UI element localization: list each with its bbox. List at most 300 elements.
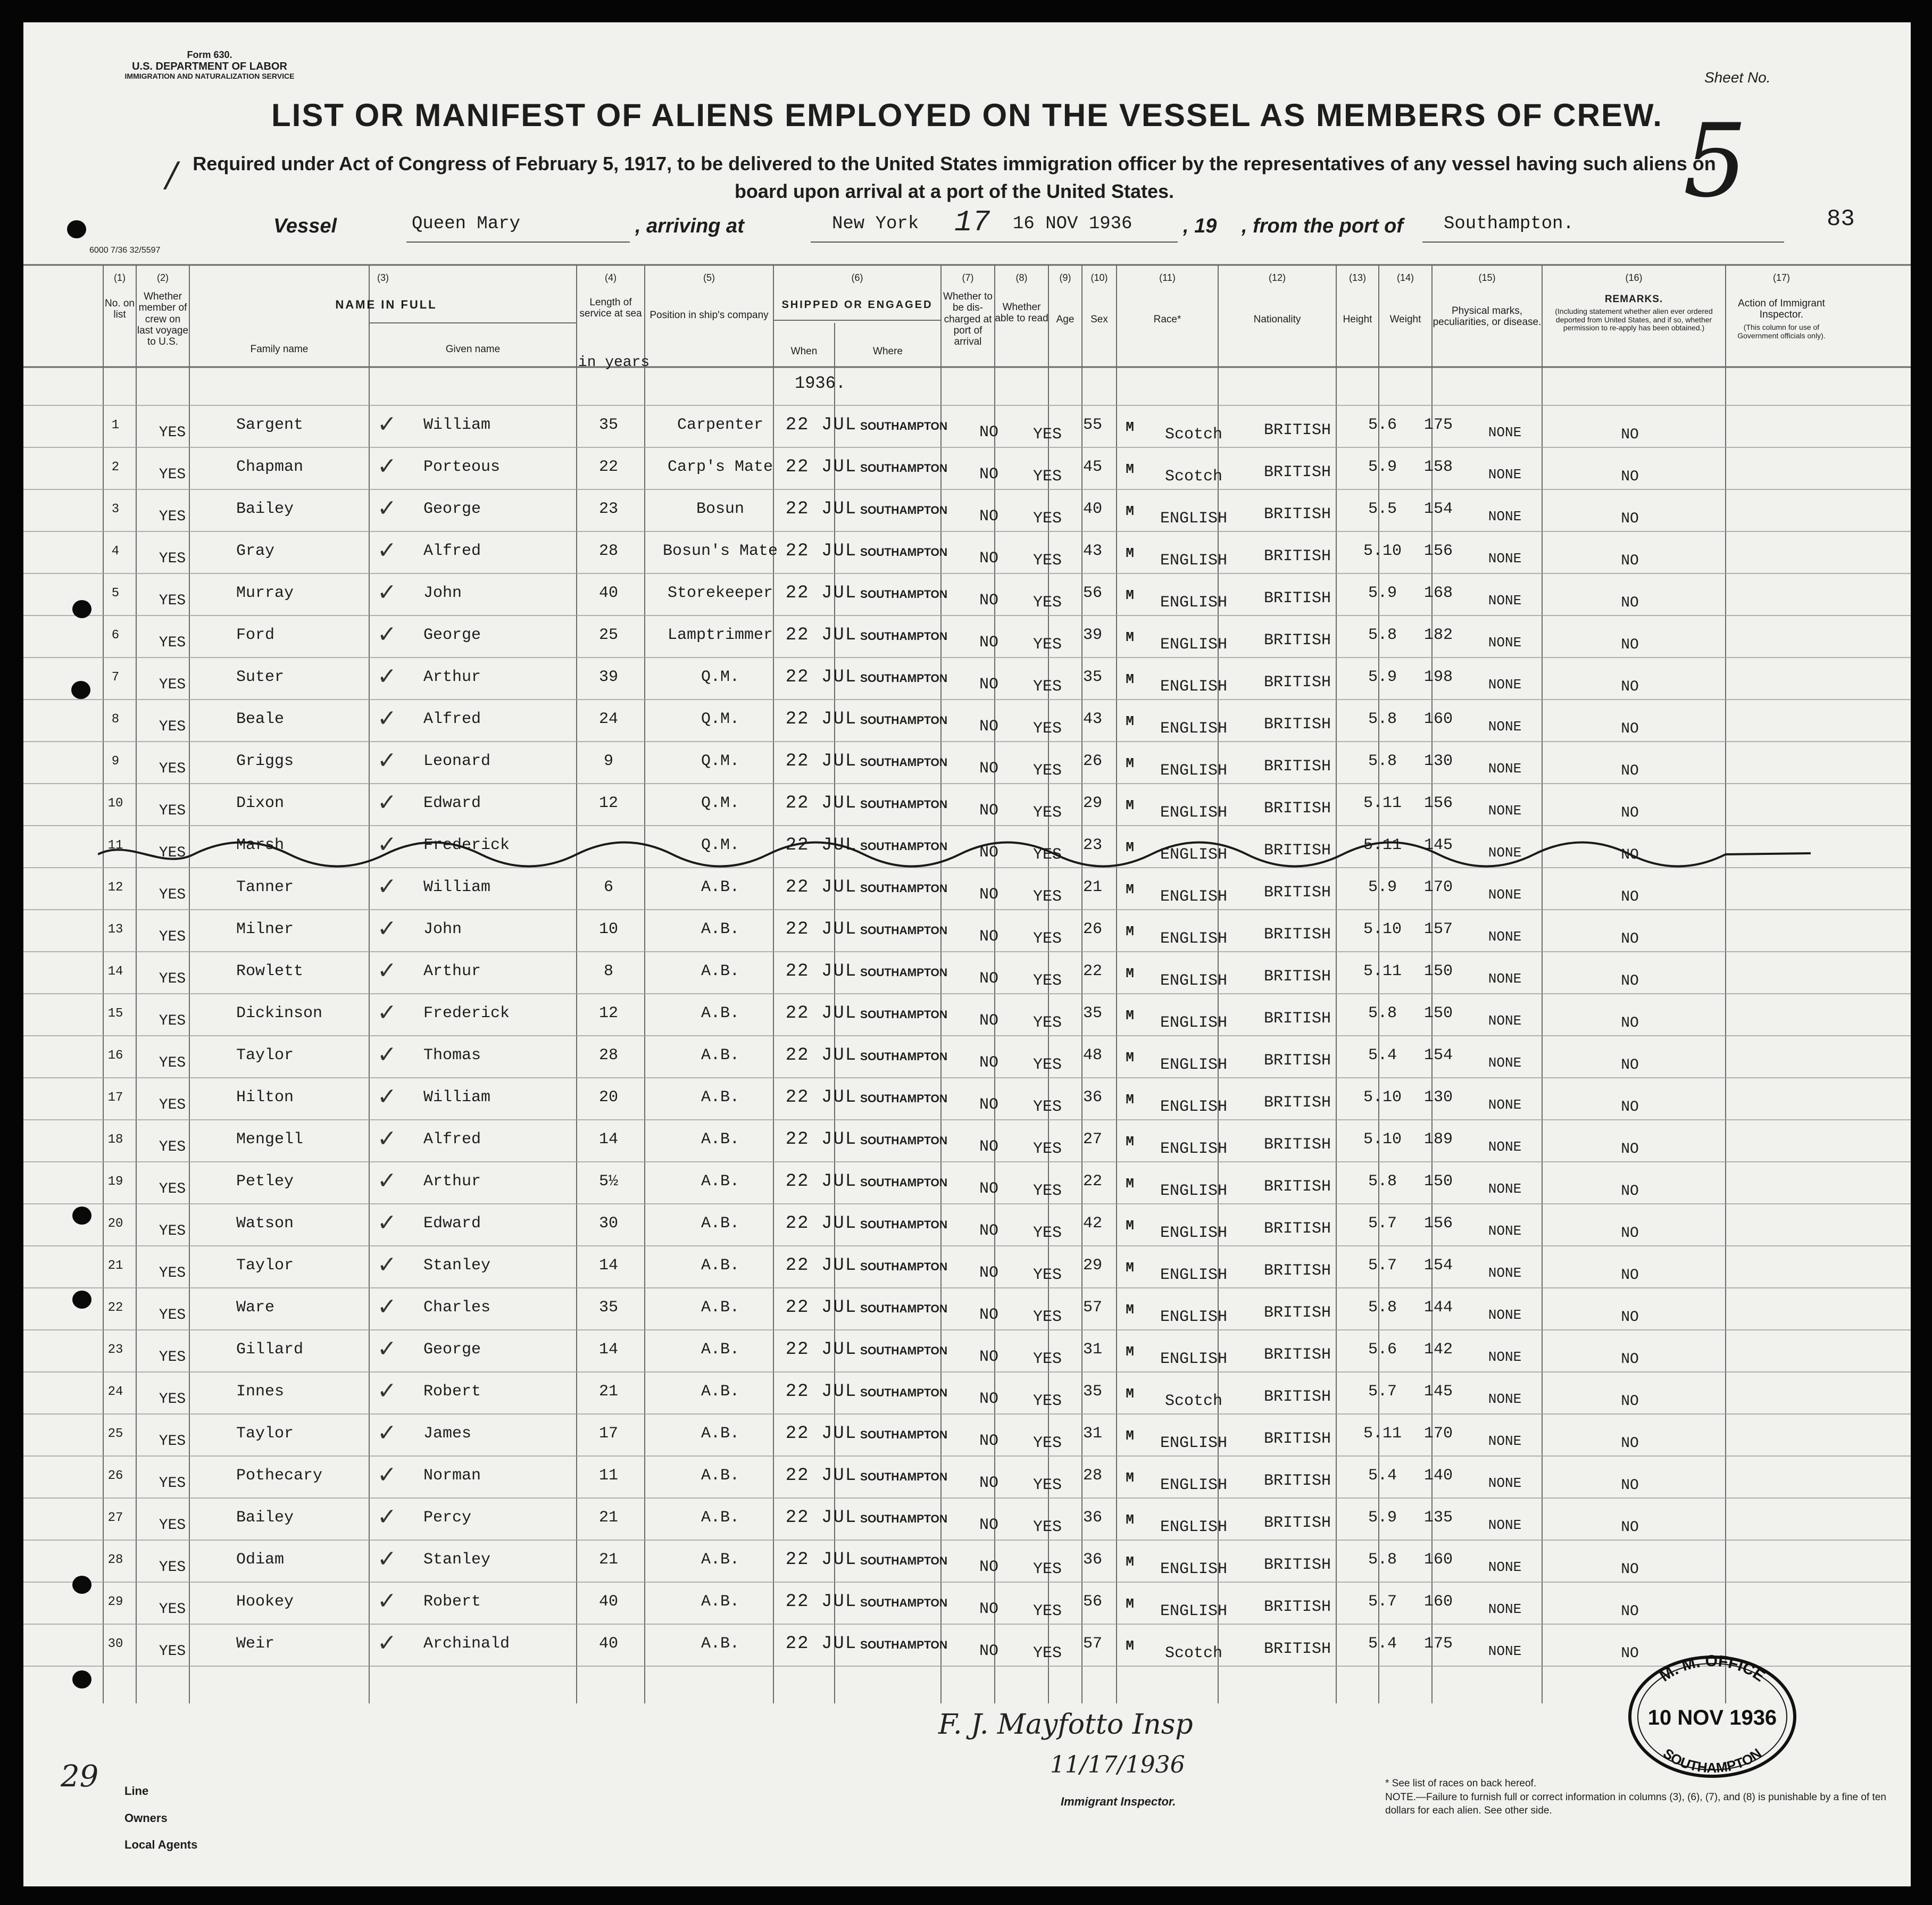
cell-weight: 156 — [1423, 794, 1453, 812]
cell-given-name: Arthur — [423, 1172, 481, 1191]
cell-shipped-when: 22 JUL — [785, 583, 857, 603]
cell-weight: 144 — [1423, 1299, 1453, 1317]
cell-sex: M — [1126, 1386, 1134, 1402]
cell-position: A.B. — [701, 1088, 739, 1107]
cell-row-number: 29 — [107, 1595, 123, 1609]
cell-weight: 175 — [1423, 1635, 1453, 1653]
col-header-remarks: REMARKS. — [1604, 294, 1663, 305]
cell-weight: 154 — [1423, 500, 1453, 518]
col-header-discharged: Whether to be dis-charged at port of arrival — [943, 291, 993, 348]
table-row — [23, 405, 1911, 447]
cell-service-length: 8 — [603, 962, 613, 980]
cell-able-to-read: YES — [1032, 594, 1062, 612]
cell-crew-last-voyage: YES — [159, 551, 186, 567]
cell-weight: 154 — [1423, 1046, 1453, 1064]
cell-crew-last-voyage: YES — [159, 845, 186, 861]
cell-discharged: NO — [979, 1600, 998, 1618]
cell-age: 43 — [1082, 710, 1102, 728]
cell-height: 5.10 — [1363, 542, 1402, 560]
col-header-name: NAME IN FULL — [335, 298, 437, 311]
cell-shipped-where: SOUTHAMPTON — [860, 672, 948, 685]
cell-race: ENGLISH — [1160, 930, 1228, 948]
cell-shipped-where: SOUTHAMPTON — [860, 1429, 948, 1441]
cell-remarks: NO — [1621, 427, 1639, 443]
cell-position: Q.M. — [701, 668, 739, 686]
inspector-label: Immigrant Inspector. — [1061, 1795, 1176, 1808]
cell-given-name: Archinald — [423, 1635, 510, 1653]
cell-family-name: Odiam — [236, 1551, 285, 1569]
cell-race: Scotch — [1164, 1644, 1223, 1662]
cell-service-length: 17 — [598, 1425, 618, 1443]
cell-age: 35 — [1082, 1004, 1102, 1022]
col-header-weight: Weight — [1389, 314, 1421, 325]
cell-discharged: NO — [979, 802, 998, 820]
cell-weight: 140 — [1423, 1467, 1453, 1485]
cell-age: 26 — [1082, 752, 1102, 770]
table-row — [23, 573, 1911, 615]
cell-shipped-when: 22 JUL — [785, 1129, 857, 1150]
cell-shipped-where: SOUTHAMPTON — [860, 925, 948, 937]
cell-position: A.B. — [701, 1467, 739, 1485]
cell-race: ENGLISH — [1160, 1308, 1228, 1326]
cell-crew-last-voyage: YES — [159, 887, 186, 903]
cell-discharged: NO — [979, 592, 998, 610]
cell-remarks: NO — [1621, 469, 1639, 485]
cell-row-number: 7 — [111, 670, 120, 685]
cell-discharged: NO — [979, 1390, 998, 1408]
cell-discharged: NO — [979, 1432, 998, 1450]
office-stamp — [1625, 1650, 1800, 1778]
cell-able-to-read: YES — [1032, 1056, 1062, 1074]
shipped-year: 1936. — [795, 373, 846, 393]
cell-remarks: NO — [1621, 805, 1639, 821]
cell-service-length: 21 — [598, 1551, 618, 1569]
cell-crew-last-voyage: YES — [159, 929, 186, 945]
stamp-office: M. M. OFFICE — [1656, 1652, 1769, 1685]
cell-given-name: John — [423, 584, 462, 602]
penalty-note: NOTE.—Failure to furnish full or correct information in columns (3), (6), (7), and (8) is punishable by a fine of ten dollars for each alien. See other side. — [1385, 1791, 1886, 1817]
cell-height: 5.7 — [1368, 1257, 1397, 1275]
cell-discharged: NO — [979, 1096, 998, 1114]
cell-remarks: NO — [1621, 931, 1639, 947]
cell-height: 5.5 — [1368, 500, 1397, 518]
cell-given-name: Alfred — [423, 542, 481, 560]
cell-family-name: Weir — [236, 1635, 275, 1653]
cell-height: 5.9 — [1368, 878, 1397, 896]
cell-remarks: NO — [1621, 1477, 1639, 1494]
cell-family-name: Dickinson — [236, 1004, 323, 1022]
cell-age: 31 — [1082, 1425, 1102, 1443]
cell-position: Lamptrimmer — [667, 626, 773, 644]
cell-able-to-read: YES — [1032, 1560, 1062, 1578]
col-header-length: Length of service at sea — [579, 297, 642, 320]
column-number: (7) — [962, 272, 974, 283]
cell-physical-marks: NONE — [1488, 1097, 1522, 1113]
column-number: (9) — [1059, 272, 1071, 283]
check-mark-icon: ✓ — [377, 1209, 397, 1236]
cell-discharged: NO — [979, 1306, 998, 1324]
cell-row-number: 23 — [107, 1343, 123, 1357]
cell-crew-last-voyage: YES — [159, 971, 186, 987]
cell-age: 23 — [1082, 836, 1102, 854]
cell-race: ENGLISH — [1160, 762, 1228, 780]
cell-row-number: 16 — [107, 1049, 123, 1063]
cell-family-name: Griggs — [236, 752, 294, 770]
cell-weight: 156 — [1423, 542, 1453, 560]
cell-weight: 158 — [1423, 458, 1453, 476]
cell-able-to-read: YES — [1032, 720, 1062, 738]
cell-crew-last-voyage: YES — [159, 1265, 186, 1282]
cell-given-name: James — [423, 1425, 472, 1443]
check-mark-icon: ✓ — [377, 663, 397, 690]
cell-height: 5.9 — [1368, 668, 1397, 686]
cell-given-name: Frederick — [423, 1004, 510, 1022]
cell-nationality: BRITISH — [1263, 505, 1331, 523]
cell-shipped-when: 22 JUL — [785, 1297, 857, 1318]
cell-race: ENGLISH — [1160, 678, 1228, 696]
owners-label: Owners — [124, 1811, 168, 1825]
col-header-read: Whether able to read — [995, 302, 1048, 325]
cell-race: ENGLISH — [1160, 1140, 1228, 1158]
cell-family-name: Suter — [236, 668, 285, 686]
check-mark-icon: ✓ — [377, 1545, 397, 1573]
check-mark-icon: ✓ — [377, 915, 397, 942]
cell-shipped-when: 22 JUL — [785, 919, 857, 939]
cell-position: Bosun — [696, 500, 744, 518]
cell-given-name: George — [423, 500, 481, 518]
cell-race: ENGLISH — [1160, 1056, 1228, 1074]
cell-weight: 170 — [1423, 1425, 1453, 1443]
cell-shipped-when: 22 JUL — [785, 415, 857, 435]
cell-sex: M — [1126, 1554, 1134, 1570]
cell-service-length: 12 — [598, 794, 618, 812]
cell-race: ENGLISH — [1160, 1560, 1228, 1578]
cell-height: 5.8 — [1368, 1551, 1397, 1569]
check-mark-icon: ✓ — [377, 1125, 397, 1152]
cell-remarks: NO — [1621, 1183, 1639, 1200]
cell-shipped-where: SOUTHAMPTON — [860, 841, 948, 853]
form-number: Form 630. — [187, 49, 232, 60]
cell-weight: 150 — [1423, 962, 1453, 980]
cell-shipped-when: 22 JUL — [785, 1634, 857, 1654]
column-number: (15) — [1478, 272, 1496, 283]
column-number: (6) — [851, 272, 863, 283]
cell-race: ENGLISH — [1160, 1098, 1228, 1116]
cell-service-length: 14 — [598, 1341, 618, 1359]
cell-physical-marks: NONE — [1488, 1601, 1522, 1617]
from-port-label: , from the port of — [1242, 215, 1403, 237]
cell-row-number: 5 — [111, 586, 120, 601]
table-row — [23, 742, 1911, 783]
cell-height: 5.4 — [1368, 1635, 1397, 1653]
cell-height: 5.10 — [1363, 1088, 1402, 1107]
cell-nationality: BRITISH — [1263, 1178, 1331, 1196]
cell-row-number: 9 — [111, 754, 120, 769]
cell-service-length: 35 — [598, 416, 618, 434]
cell-remarks: NO — [1621, 1645, 1639, 1662]
table-row — [23, 868, 1911, 909]
cell-family-name: Taylor — [236, 1257, 294, 1275]
cell-crew-last-voyage: YES — [159, 1055, 186, 1071]
table-row — [23, 700, 1911, 741]
cell-able-to-read: YES — [1032, 762, 1062, 780]
cell-given-name: Leonard — [423, 752, 491, 770]
cell-shipped-when: 22 JUL — [785, 1466, 857, 1486]
cell-service-length: 24 — [598, 710, 618, 728]
cell-crew-last-voyage: YES — [159, 677, 186, 693]
cell-discharged: NO — [979, 1012, 998, 1030]
cell-shipped-where: SOUTHAMPTON — [860, 1177, 948, 1189]
cell-row-number: 3 — [111, 502, 120, 517]
column-number: (3) — [377, 272, 389, 283]
cell-race: Scotch — [1164, 468, 1223, 486]
cell-race: ENGLISH — [1160, 1350, 1228, 1368]
cell-row-number: 22 — [107, 1301, 123, 1315]
cell-shipped-where: SOUTHAMPTON — [860, 1051, 948, 1063]
cell-physical-marks: NONE — [1488, 1265, 1522, 1281]
cell-given-name: Percy — [423, 1509, 472, 1527]
col-header-action: Action of Immigrant Inspector. — [1738, 298, 1825, 321]
cell-weight: 175 — [1423, 416, 1453, 434]
footer-labels — [124, 1778, 197, 1859]
cell-nationality: BRITISH — [1263, 421, 1331, 439]
check-mark-icon: ✓ — [377, 705, 397, 732]
cell-nationality: BRITISH — [1263, 1388, 1331, 1406]
cell-given-name: Robert — [423, 1383, 481, 1401]
table-row — [23, 994, 1911, 1035]
table-row — [23, 447, 1911, 489]
cell-crew-last-voyage: YES — [159, 509, 186, 525]
check-mark-icon: ✓ — [377, 1251, 397, 1278]
table-row — [23, 1498, 1911, 1540]
cell-discharged: NO — [979, 465, 998, 484]
cell-given-name: Stanley — [423, 1551, 491, 1569]
cell-physical-marks: NONE — [1488, 1013, 1522, 1029]
cell-race: Scotch — [1164, 1392, 1223, 1410]
cell-shipped-when: 22 JUL — [785, 625, 857, 645]
cell-able-to-read: YES — [1032, 1392, 1062, 1410]
cell-physical-marks: NONE — [1488, 509, 1522, 525]
cell-remarks: NO — [1621, 1435, 1639, 1452]
cell-race: Scotch — [1164, 426, 1223, 444]
cell-position: A.B. — [701, 920, 739, 938]
cell-able-to-read: YES — [1032, 1476, 1062, 1494]
cell-weight: 145 — [1423, 1383, 1453, 1401]
cell-weight: 154 — [1423, 1257, 1453, 1275]
cell-family-name: Petley — [236, 1172, 294, 1191]
table-row — [23, 1120, 1911, 1161]
cell-crew-last-voyage: YES — [159, 1181, 186, 1197]
cell-service-length: 28 — [598, 1046, 618, 1064]
cell-weight: 142 — [1423, 1341, 1453, 1359]
cell-crew-last-voyage: YES — [159, 1223, 186, 1240]
cell-shipped-where: SOUTHAMPTON — [860, 504, 948, 517]
cell-shipped-when: 22 JUL — [785, 1045, 857, 1066]
cell-sex: M — [1126, 629, 1134, 645]
cell-remarks: NO — [1621, 1015, 1639, 1031]
cell-sex: M — [1126, 503, 1134, 519]
cell-position: A.B. — [701, 1425, 739, 1443]
cell-shipped-when: 22 JUL — [785, 1382, 857, 1402]
cell-given-name: George — [423, 626, 481, 644]
cell-able-to-read: YES — [1032, 1518, 1062, 1536]
cell-service-length: 40 — [598, 1593, 618, 1611]
cell-physical-marks: NONE — [1488, 1307, 1522, 1323]
cell-able-to-read: YES — [1032, 678, 1062, 696]
cell-nationality: BRITISH — [1263, 1052, 1331, 1070]
cell-service-length: 22 — [598, 458, 618, 476]
cell-physical-marks: NONE — [1488, 1223, 1522, 1239]
cell-race: ENGLISH — [1160, 1224, 1228, 1242]
cell-nationality: BRITISH — [1263, 547, 1331, 565]
cell-family-name: Mengell — [236, 1130, 304, 1149]
cell-sex: M — [1126, 881, 1134, 897]
cell-age: 27 — [1082, 1130, 1102, 1149]
cell-weight: 156 — [1423, 1214, 1453, 1233]
cell-remarks: NO — [1621, 1351, 1639, 1368]
cell-position: A.B. — [701, 1004, 739, 1022]
cell-nationality: BRITISH — [1263, 673, 1331, 692]
cell-sex: M — [1126, 1050, 1134, 1066]
table-row — [23, 1246, 1911, 1287]
cell-height: 5.8 — [1368, 1004, 1397, 1022]
cell-given-name: William — [423, 416, 491, 434]
cell-shipped-when: 22 JUL — [785, 1087, 857, 1108]
cell-age: 48 — [1082, 1046, 1102, 1064]
cell-shipped-when: 22 JUL — [785, 1171, 857, 1192]
cell-physical-marks: NONE — [1488, 1391, 1522, 1407]
col-header-race: Race* — [1153, 314, 1181, 325]
cell-service-length: 14 — [598, 1257, 618, 1275]
vessel-label: Vessel — [273, 215, 337, 237]
cell-shipped-when: 22 JUL — [785, 1550, 857, 1570]
column-number: (1) — [114, 272, 126, 283]
cell-discharged: NO — [979, 886, 998, 904]
col-header-position: Position in ship's company — [649, 310, 769, 321]
cell-discharged: NO — [979, 508, 998, 526]
table-row — [23, 1372, 1911, 1413]
cell-height: 5.11 — [1363, 962, 1402, 980]
check-mark-icon: ✓ — [377, 1419, 397, 1446]
cell-discharged: NO — [979, 928, 998, 946]
check-mark-icon: ✓ — [377, 1461, 397, 1488]
cell-shipped-when: 22 JUL — [785, 1592, 857, 1612]
cell-family-name: Dixon — [236, 794, 285, 812]
cell-remarks: NO — [1621, 973, 1639, 989]
cell-height: 5.11 — [1363, 794, 1402, 812]
table-row — [23, 784, 1911, 825]
cell-given-name: Edward — [423, 794, 481, 812]
check-mark-icon: ✓ — [377, 621, 397, 648]
check-mark-icon: ✓ — [377, 747, 397, 774]
cell-race: ENGLISH — [1160, 720, 1228, 738]
cell-discharged: NO — [979, 1264, 998, 1282]
cell-race: ENGLISH — [1160, 1602, 1228, 1620]
cell-nationality: BRITISH — [1263, 968, 1331, 986]
cell-sex: M — [1126, 1344, 1134, 1360]
cell-weight: 150 — [1423, 1004, 1453, 1022]
cell-row-number: 25 — [107, 1427, 123, 1441]
cell-position: A.B. — [701, 1257, 739, 1275]
sheet-number-label: Sheet No. — [1704, 69, 1771, 86]
cell-nationality: BRITISH — [1263, 800, 1331, 818]
cell-age: 55 — [1082, 416, 1102, 434]
cell-able-to-read: YES — [1032, 552, 1062, 570]
cell-physical-marks: NONE — [1488, 635, 1522, 651]
cell-weight: 157 — [1423, 920, 1453, 938]
table-row — [23, 952, 1911, 993]
cell-physical-marks: NONE — [1488, 1643, 1522, 1659]
departure-port: Southampton. — [1444, 214, 1574, 234]
cell-discharged: NO — [979, 1180, 998, 1198]
cell-able-to-read: YES — [1032, 1350, 1062, 1368]
cell-family-name: Sargent — [236, 416, 304, 434]
stamp-date: 10 NOV 1936 — [1647, 1706, 1777, 1729]
cell-position: Carpenter — [677, 416, 764, 434]
cell-shipped-where: SOUTHAMPTON — [860, 1303, 948, 1315]
cell-service-length: 10 — [598, 920, 618, 938]
cell-physical-marks: NONE — [1488, 971, 1522, 987]
cell-shipped-where: SOUTHAMPTON — [860, 1387, 948, 1399]
stamp-port: SOUTHAMPTON — [1660, 1745, 1764, 1776]
cell-remarks: NO — [1621, 1561, 1639, 1578]
cell-shipped-where: SOUTHAMPTON — [860, 714, 948, 727]
cell-crew-last-voyage: YES — [159, 1433, 186, 1450]
table-row — [23, 1036, 1911, 1077]
cell-sex: M — [1126, 671, 1134, 687]
cell-shipped-where: SOUTHAMPTON — [860, 967, 948, 979]
cell-crew-last-voyage: YES — [159, 803, 186, 819]
cell-remarks: NO — [1621, 595, 1639, 611]
page-subtitle: Required under Act of Congress of February 5, 1917, to be delivered to the United States immigration officer by the representatives of any vessel having such aliens on board upon arrival at a port of the United States. — [193, 153, 1716, 203]
cell-nationality: BRITISH — [1263, 1430, 1331, 1448]
cell-given-name: Edward — [423, 1214, 481, 1233]
check-mark-icon: ✓ — [377, 579, 397, 606]
cell-service-length: 20 — [598, 1088, 618, 1107]
cell-nationality: BRITISH — [1263, 1514, 1331, 1532]
cell-height: 5.6 — [1368, 416, 1397, 434]
cell-age: 22 — [1082, 1172, 1102, 1191]
vessel-name: Queen Mary — [412, 214, 521, 234]
cell-position: A.B. — [701, 1299, 739, 1317]
cell-height: 5.10 — [1363, 920, 1402, 938]
cell-crew-last-voyage: YES — [159, 1349, 186, 1366]
col-header-sex: Sex — [1090, 314, 1108, 325]
cell-family-name: Ware — [236, 1299, 275, 1317]
column-number: (14) — [1396, 272, 1414, 283]
page-title: LIST OR MANIFEST OF ALIENS EMPLOYED ON THE VESSEL AS MEMBERS OF CREW. — [271, 97, 1663, 133]
cell-remarks: NO — [1621, 637, 1639, 653]
cell-able-to-read: YES — [1032, 510, 1062, 528]
cell-physical-marks: NONE — [1488, 719, 1522, 735]
cell-able-to-read: YES — [1032, 1098, 1062, 1116]
cell-remarks: NO — [1621, 721, 1639, 737]
cell-crew-last-voyage: YES — [159, 1517, 186, 1534]
cell-row-number: 13 — [107, 922, 123, 937]
cell-physical-marks: NONE — [1488, 1349, 1522, 1365]
form-identifier — [87, 50, 332, 80]
cell-age: 36 — [1082, 1509, 1102, 1527]
cell-given-name: Alfred — [423, 1130, 481, 1149]
cell-row-number: 10 — [107, 796, 123, 811]
arriving-label: , arriving at — [635, 215, 744, 237]
col-header-nationality: Nationality — [1253, 314, 1301, 325]
cell-shipped-when: 22 JUL — [785, 457, 857, 477]
cell-crew-last-voyage: YES — [159, 1013, 186, 1029]
cell-family-name: Milner — [236, 920, 294, 938]
cell-height: 5.7 — [1368, 1214, 1397, 1233]
check-mark-icon: ✓ — [377, 1083, 397, 1110]
